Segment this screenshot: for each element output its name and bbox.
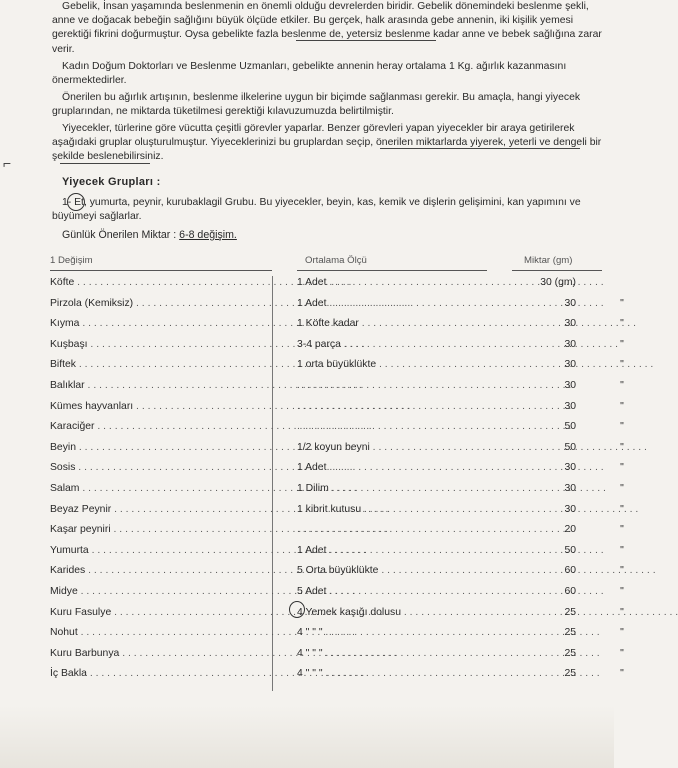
ditto-cell: ": [620, 462, 624, 474]
food-cell: Biftek . . .: [50, 359, 272, 370]
amount-cell: 50: [564, 441, 576, 453]
food-cell: İç Bakla . . .: [50, 668, 272, 679]
food-cell: Yumurta . . .: [50, 545, 272, 556]
food-cell: Kümes hayvanları . . .: [50, 401, 272, 412]
pen-underline: [60, 163, 150, 164]
food-cell: Balıklar . . .: [50, 380, 272, 391]
pen-underline: [380, 148, 580, 149]
amount-cell: 50: [564, 421, 576, 433]
page-bottom-margin: [0, 705, 614, 768]
ditto-cell: ": [620, 297, 624, 309]
amount-cell: 25: [564, 606, 576, 618]
measure-cell: [297, 524, 535, 535]
food-cell: Kuru Barbunya . . .: [50, 648, 272, 659]
ditto-cell: ": [620, 359, 624, 371]
amount-cell: 20: [564, 524, 576, 536]
measure-cell: [297, 421, 535, 432]
amount-cell: 25: [564, 668, 576, 680]
intro-paragraph: Gebelik, İnsan yaşamında beslenmenin en önemli olduğu devrelerden biridir. Gebelik dönemindeki beslenme şekli, anne ve doğacak bebeğin sağlığını büyük ölçüde etkiler. Bu gerçek, halk arasında gebe annenin, iki kişilik yemesi gerektiği fikrini doğurmuştur. Oysa gebelikte fazla beslenme de, yetersiz beslenme kadar anne ve bebek sağlığına zarar verir.: [52, 1, 602, 55]
amount-cell: 30: [564, 462, 576, 474]
ditto-cell: ": [620, 524, 624, 536]
ditto-cell: ": [620, 627, 624, 639]
measure-cell: 4 " " " . . .: [297, 668, 535, 679]
food-cell: Midye . . .: [50, 586, 272, 597]
table-row: [50, 503, 624, 525]
table-row: [50, 277, 610, 298]
header-rule: [512, 270, 602, 271]
amount-cell: 25: [564, 627, 576, 639]
ditto-cell: ": [620, 606, 624, 618]
amount-cell: 30: [564, 359, 576, 371]
ditto-cell: ": [620, 441, 624, 453]
ditto-cell: ": [620, 421, 624, 433]
amount-cell: 30: [564, 297, 576, 309]
food-cell: Kaşar peyniri . . .: [50, 524, 272, 535]
food-cell: Sosis . . .: [50, 462, 272, 473]
ditto-cell: ": [620, 400, 624, 412]
measure-cell: 1 Köfte kadar . . .: [297, 318, 535, 329]
table-row: [50, 400, 624, 422]
ditto-cell: ": [620, 586, 624, 597]
daily-recommendation: [62, 229, 237, 241]
table-row: [50, 380, 624, 401]
food-cell: Kuşbaşı . . .: [50, 339, 272, 350]
table-row: [50, 524, 624, 545]
column-header-food: 1 Değişim: [50, 255, 93, 266]
column-header-amount: Miktar (gm): [524, 255, 573, 266]
table-row: [50, 441, 624, 463]
food-cell: Köfte . . .: [50, 277, 272, 288]
measure-cell: 4 " " " . . .: [297, 648, 535, 659]
measure-cell: 5 Orta büyüklükte . . .: [297, 565, 535, 576]
food-cell: Salam . . .: [50, 483, 272, 494]
measure-cell: 1 Adet . . .: [297, 298, 535, 309]
amount-cell: 30: [564, 400, 576, 412]
ditto-cell: ": [620, 565, 624, 577]
table-row: [50, 318, 624, 339]
measure-cell: 3-4 parça . . .: [297, 339, 535, 350]
ditto-cell: ": [620, 338, 624, 350]
food-cell: Karides . . .: [50, 565, 272, 576]
table-row: [50, 647, 624, 669]
ditto-cell: ": [620, 483, 624, 494]
food-cell: Nohut . . .: [50, 627, 272, 638]
table-row: [50, 627, 624, 648]
measure-cell: 1/2 koyun beyni . . .: [297, 442, 535, 453]
measure-cell: 4 Yemek kaşığı dolusu . . .: [297, 607, 535, 618]
food-cell: Kuru Fasulye . . .: [50, 607, 272, 618]
food-groups-heading: Yiyecek Grupları :: [62, 176, 161, 188]
measure-cell: [297, 401, 535, 412]
table-row: [50, 544, 624, 566]
table-row: [50, 421, 624, 442]
table-row: [50, 483, 624, 504]
food-cell: Kıyma . . .: [50, 318, 272, 329]
column-header-measure: Ortalama Ölçü: [305, 255, 367, 266]
food-cell: Pirzola (Kemiksiz) . . .: [50, 298, 272, 309]
pen-underline: [296, 40, 436, 41]
measure-cell: 1 Adet . . .: [297, 462, 535, 473]
amount-cell: 30: [564, 338, 576, 350]
measure-cell: 1 Adet . . .: [297, 545, 535, 556]
ditto-cell: ": [620, 318, 624, 330]
group-one-description: 1- Et, yumurta, peynir, kurubaklagil Grubu. Bu yiyecekler, beyin, kas, kemik ve dişlerin gelişimini, kan yapımını ve büyümeyi sağlarlar.: [52, 197, 581, 223]
amount-cell: 50: [564, 544, 576, 556]
table-row: [50, 565, 624, 586]
table-row: [50, 668, 624, 689]
food-cell: Beyaz Peynir . . .: [50, 504, 272, 515]
amount-cell: 30: [564, 380, 576, 391]
table-row: [50, 297, 624, 319]
measure-cell: 5 Adet . . .: [297, 586, 535, 597]
pen-mark: ⌐: [3, 155, 12, 171]
amount-cell: 30: [564, 483, 576, 494]
ditto-cell: ": [620, 668, 624, 680]
pen-circle-mark: [67, 193, 85, 211]
amount-cell: 60: [564, 565, 576, 577]
measure-cell: 1 kibrit kutusu . . .: [297, 504, 535, 515]
header-rule: [297, 270, 487, 271]
food-groups-intro-paragraph: Yiyecekler, türlerine göre vücutta çeşitli görevler yaparlar. Benzer görevleri yapan yiyecekler bir araya getirilerek aşağıdaki gruplar oluşturulmuştur. Yiyeceklerinizi bu gruplardan seçip, önerilen miktarlarda yiyerek, yeterli ve dengeli bir şekilde beslenebilirsiniz.: [52, 123, 602, 163]
amount-cell: 30: [564, 503, 576, 515]
table-row: [50, 462, 624, 483]
table-row: [50, 586, 624, 607]
daily-label: Günlük Önerilen Miktar :: [62, 229, 180, 241]
measure-cell: [297, 380, 535, 391]
table-row: [50, 359, 624, 380]
measure-cell: 4 " " " . . .: [297, 627, 535, 638]
measure-cell: 1 orta büyüklükte . . .: [297, 359, 535, 370]
table-row: [50, 606, 624, 628]
ditto-cell: ": [620, 380, 624, 391]
food-cell: Beyin . . .: [50, 442, 272, 453]
guide-paragraph: Önerilen bu ağırlık artışının, beslenme ilkelerine uygun bir biçimde sağlanması gerekir. Bu amaçla, hangi yiyecek gruplarından, ne miktarda tüketilmesi gerektiği kılavuzumuzda belirtilmiştir.: [52, 92, 581, 118]
weight-gain-paragraph: Kadın Doğum Doktorları ve Beslenme Uzmanları, gebelikte annenin heray ortalama 1 Kg. ağırlık kazanmasını önermektedirler.: [52, 61, 567, 87]
amount-cell: 60: [564, 586, 576, 597]
daily-value: 6-8 değişim.: [179, 229, 237, 241]
ditto-cell: ": [620, 544, 624, 556]
header-rule: [50, 270, 272, 271]
amount-cell: 30: [564, 318, 576, 330]
amount-cell: 25: [564, 647, 576, 659]
measure-cell: 1 Adet . . .: [297, 277, 535, 288]
ditto-cell: ": [620, 503, 624, 515]
table-row: [50, 338, 624, 360]
measure-cell: 1 Dilim . . .: [297, 483, 535, 494]
ditto-cell: ": [620, 647, 624, 659]
food-cell: Karaciğer . . .: [50, 421, 272, 432]
amount-cell: 30 (gm): [540, 277, 576, 288]
